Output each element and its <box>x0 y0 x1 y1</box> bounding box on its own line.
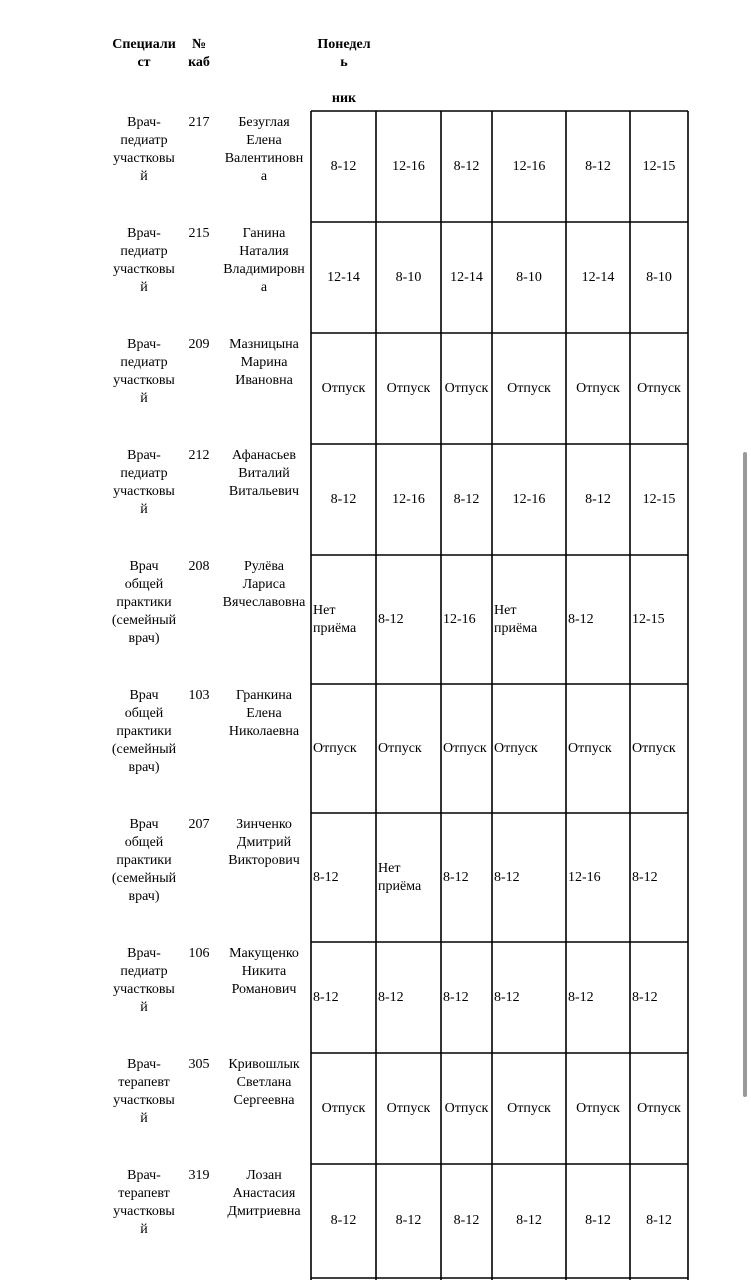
schedule-cell: Нет приёма <box>494 602 538 636</box>
schedule-cell: 12-16 <box>392 158 425 174</box>
row-specialist: Врач- терапевт участковы й <box>113 1057 175 1126</box>
row-specialist: Врач- педиатр участковы й <box>113 946 175 1015</box>
schedule-cell: 8-12 <box>313 989 339 1005</box>
schedule-cell: 8-12 <box>585 491 611 507</box>
schedule-cell: Отпуск <box>444 380 489 396</box>
row-specialist: Врач- педиатр участковы й <box>113 226 175 295</box>
schedule-cell: Отпуск <box>494 740 538 756</box>
schedule-cell: 12-16 <box>568 869 601 885</box>
row-cab-number: 305 <box>188 1057 210 1072</box>
schedule-cell: 12-15 <box>642 158 676 174</box>
header-cab: № каб <box>188 37 210 70</box>
schedule-cell: Нет приёма <box>313 602 357 636</box>
schedule-cell: 8-12 <box>453 491 480 507</box>
schedule-cell: Отпуск <box>386 380 431 396</box>
row-fio: Макущенко Никита Романович <box>229 946 299 997</box>
schedule-cell: 12-16 <box>392 491 425 507</box>
row-fio: Гранкина Елена Николаевна <box>228 688 300 739</box>
row-cab-number: 207 <box>188 817 210 832</box>
header-specialist: Специали ст <box>112 37 176 70</box>
schedule-cell: 8-12 <box>443 869 469 885</box>
schedule-cell: 12-14 <box>450 269 483 285</box>
row-specialist: Врач- педиатр участковы й <box>113 448 175 517</box>
schedule-cell: Отпуск <box>637 380 681 396</box>
row-fio: Рулёва Лариса Вячеславовна <box>222 559 306 610</box>
schedule-cell: 8-12 <box>378 611 404 627</box>
schedule-cell: 8-12 <box>395 1213 422 1228</box>
schedule-cell: 8-12 <box>494 989 520 1005</box>
schedule-cell: Отпуск <box>378 740 422 756</box>
schedule-cell: 8-12 <box>568 989 594 1005</box>
schedule-cell: 12-15 <box>632 611 665 627</box>
row-fio: Кривошлык Светлана Сергеевна <box>228 1057 300 1108</box>
row-cab-number: 212 <box>188 448 210 463</box>
schedule-cell: Отпуск <box>568 740 612 756</box>
schedule-cell: Отпуск <box>444 1100 489 1116</box>
row-specialist: Врач общей практики (семейный врач) <box>111 559 177 646</box>
schedule-cell: 8-10 <box>516 269 542 285</box>
row-cab-number: 215 <box>188 226 210 241</box>
row-cab-number: 319 <box>188 1168 210 1183</box>
schedule-cell: 8-12 <box>585 1213 611 1228</box>
schedule-cell: Отпуск <box>313 740 357 756</box>
schedule-cell: 8-10 <box>646 269 672 285</box>
schedule-cell: Отпуск <box>632 740 676 756</box>
schedule-cell: 8-12 <box>330 491 357 507</box>
schedule-cell: 12-16 <box>512 158 546 174</box>
row-specialist: Врач- терапевт участковы й <box>113 1168 175 1237</box>
schedule-cell: Отпуск <box>576 380 620 396</box>
row-cab-number: 209 <box>188 337 210 352</box>
schedule-cell: 8-12 <box>494 869 520 885</box>
schedule-cell: 8-12 <box>330 1213 357 1228</box>
schedule-cell: Отпуск <box>576 1100 620 1116</box>
schedule-cell: 12-16 <box>443 611 476 627</box>
row-fio: Мазницына Марина Ивановна <box>229 337 299 388</box>
schedule-cell: 8-12 <box>568 611 594 627</box>
schedule-cell: 12-14 <box>327 269 360 285</box>
schedule-cell: Нет приёма <box>378 860 422 894</box>
scrollbar[interactable] <box>743 452 747 1097</box>
schedule-cell: Отпуск <box>321 1100 366 1116</box>
schedule-cell: 12-16 <box>512 491 546 507</box>
schedule-cell: Отпуск <box>507 1100 551 1116</box>
row-cab-number: 217 <box>188 115 210 130</box>
schedule-cell: 8-12 <box>632 869 658 885</box>
row-specialist: Врач- педиатр участковы й <box>113 115 175 184</box>
schedule-cell: Отпуск <box>386 1100 431 1116</box>
schedule-cell: 8-12 <box>632 989 658 1005</box>
schedule-cell: 8-12 <box>453 1213 480 1228</box>
schedule-cell: Отпуск <box>321 380 366 396</box>
row-fio: Безуглая Елена Валентиновн а <box>224 115 304 184</box>
row-fio: Лозан Анастасия Дмитриевна <box>227 1168 301 1219</box>
schedule-cell: 8-12 <box>646 1213 672 1228</box>
schedule-cell: 8-12 <box>443 989 469 1005</box>
row-fio: Ганина Наталия Владимировн а <box>223 226 305 295</box>
schedule-cell: Отпуск <box>637 1100 681 1116</box>
schedule-cell: 12-15 <box>642 491 676 507</box>
schedule-cell: Отпуск <box>443 740 487 756</box>
row-cab-number: 106 <box>188 946 210 961</box>
row-specialist: Врач общей практики (семейный врач) <box>111 817 177 904</box>
row-fio: Афанасьев Виталий Витальевич <box>228 448 300 499</box>
schedule-cell: 8-10 <box>395 269 422 285</box>
header-day-monday: Понедел ь ник <box>317 37 371 106</box>
schedule-cell: 12-14 <box>581 269 615 285</box>
schedule-cell: 8-12 <box>330 158 357 174</box>
schedule-cell: 8-12 <box>516 1213 542 1228</box>
row-specialist: Врач- педиатр участковы й <box>113 337 175 406</box>
schedule-cell: 8-12 <box>453 158 480 174</box>
schedule-cell: 8-12 <box>585 158 611 174</box>
row-fio: Зинченко Дмитрий Викторович <box>228 817 300 868</box>
row-cab-number: 103 <box>188 688 210 703</box>
schedule-cell: Отпуск <box>507 380 551 396</box>
schedule-cell: 8-12 <box>313 869 339 885</box>
row-specialist: Врач общей практики (семейный врач) <box>111 688 177 775</box>
row-cab-number: 208 <box>188 559 210 574</box>
schedule-cell: 8-12 <box>378 989 404 1005</box>
